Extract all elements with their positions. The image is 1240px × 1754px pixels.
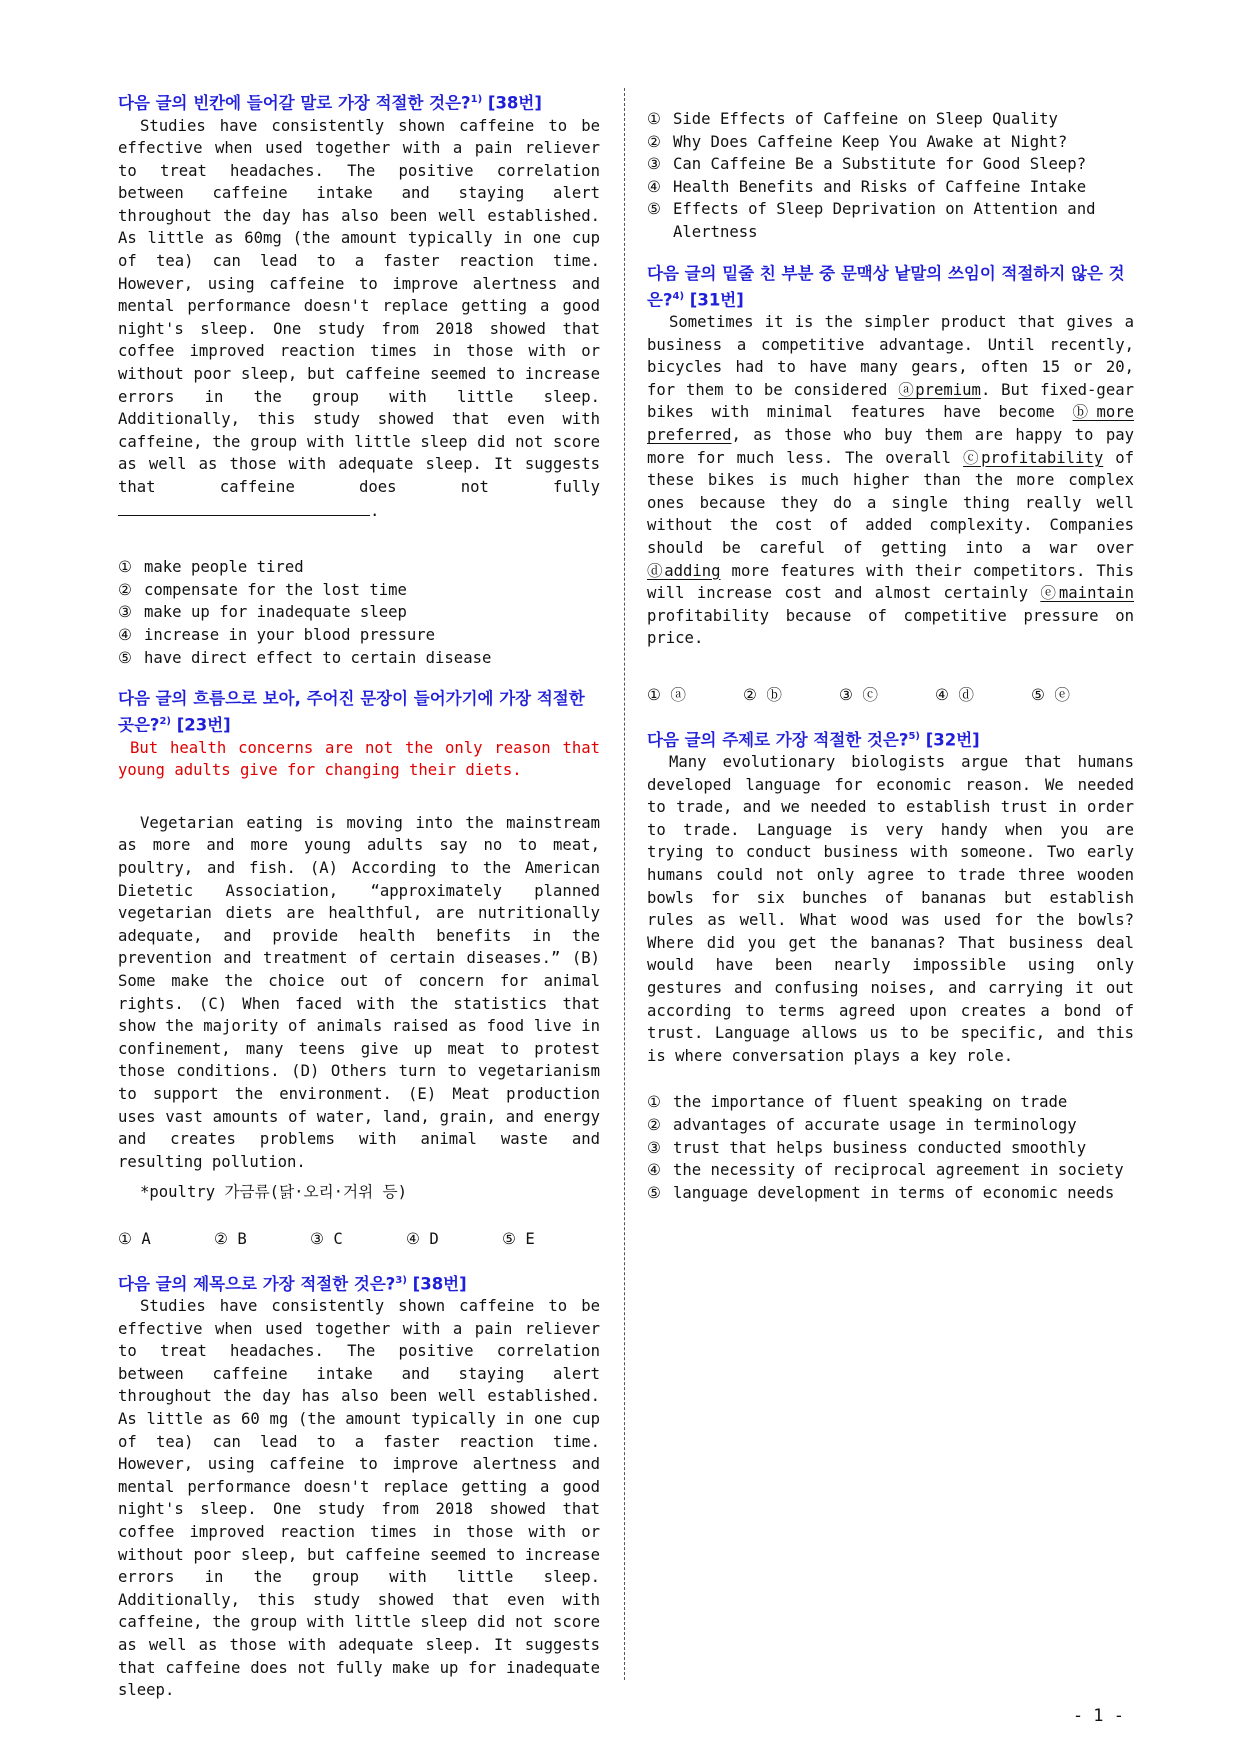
answer-options xyxy=(647,684,1134,707)
option-text: the necessity of reciprocal agreement in society xyxy=(673,1161,1124,1180)
q3-option-4[interactable] xyxy=(647,176,1134,199)
option-number: ① xyxy=(647,1093,661,1112)
question-passage: Sometimes it is the simpler product that gives a business a competitive advantage. Until recently, bicycles had to have many gears, often 15 or 20, for them to be considered ⓐpremium. But fixed-gear bikes with minimal features have become ⓑmore preferred, as those who buy them are happy to pay more for much less. The overall ⓒprofitability of these bikes is much higher than the more complex ones because they do a single thing really well without the cost of added complexity. Companies should be careful of getting into a war over ⓓadding more features with their competitors. This will increase cost and almost certainly ⓔmaintain profitability because of competitive pressure on price. xyxy=(647,313,1135,648)
question-title: 다음 글의 빈칸에 들어갈 말로 가장 적절한 것은?$^{1)}$ [38번] xyxy=(118,93,542,113)
option-number: ② xyxy=(647,1115,661,1134)
answer-blank xyxy=(118,499,370,516)
option-number: ⑤ xyxy=(647,200,661,219)
q1-option-3[interactable] xyxy=(118,601,600,624)
q5-option-2[interactable] xyxy=(647,1114,1134,1137)
question-number: [38번] xyxy=(412,1274,467,1294)
option-text: compensate for the lost time xyxy=(144,580,407,599)
question-3 xyxy=(118,1269,600,1702)
option-text: trust that helps business conducted smoothly xyxy=(673,1138,1087,1157)
answer-options xyxy=(118,556,600,669)
q4-option-4[interactable]: ④ ⓓ xyxy=(935,685,974,704)
q2-option-2[interactable]: ② B xyxy=(214,1229,247,1248)
q2-option-1[interactable]: ① A xyxy=(118,1229,151,1248)
question-1 xyxy=(118,88,600,669)
q1-option-5[interactable] xyxy=(118,647,600,670)
option-number: ④ xyxy=(647,1161,661,1180)
option-text: make people tired xyxy=(144,558,304,577)
option-text: Effects of Sleep Deprivation on Attention and Alertness xyxy=(673,200,1096,241)
option-number: ④ xyxy=(118,625,132,644)
question-number: [32번] xyxy=(925,730,980,750)
q3-option-3[interactable] xyxy=(647,153,1134,176)
question-number: [31번] xyxy=(689,290,744,310)
underlined-word-e: ⓔmaintain xyxy=(1040,584,1135,603)
question-5 xyxy=(647,725,1134,1205)
q1-option-4[interactable] xyxy=(118,624,600,647)
question-title: 다음 글의 제목으로 가장 적절한 것은?$^{3)}$ [38번] xyxy=(118,1274,467,1294)
option-number: ① xyxy=(647,110,661,128)
question-number: [23번] xyxy=(176,715,231,735)
q1-option-2[interactable] xyxy=(118,579,600,602)
page-number: - 1 - xyxy=(1072,1706,1124,1726)
option-text: Side Effects of Caffeine on Sleep Quality xyxy=(673,110,1058,128)
option-text: the importance of fluent speaking on trade xyxy=(673,1093,1068,1112)
q3-option-2[interactable] xyxy=(647,131,1134,154)
option-number: ② xyxy=(118,580,132,599)
q4-option-2[interactable]: ② ⓑ xyxy=(743,685,782,704)
question-4 xyxy=(647,262,1134,707)
q5-option-3[interactable] xyxy=(647,1137,1134,1160)
question-title: 다음 글의 밑줄 친 부분 중 문맥상 낱말의 쓰임이 적절하지 않은 것은?$^{4)}$ [31번] xyxy=(647,263,1125,310)
option-number: ② xyxy=(647,132,661,151)
answer-options xyxy=(118,1228,600,1251)
option-number: ⑤ xyxy=(647,1183,661,1202)
q4-option-3[interactable]: ③ ⓒ xyxy=(839,685,878,704)
option-text: Health Benefits and Risks of Caffeine Intake xyxy=(673,177,1087,196)
underlined-word-c: ⓒprofitability xyxy=(962,448,1104,467)
option-text: advantages of accurate usage in terminology xyxy=(673,1115,1077,1134)
option-number: ③ xyxy=(647,155,661,174)
option-text: make up for inadequate sleep xyxy=(144,603,407,622)
option-number: ③ xyxy=(118,603,132,622)
option-number: ④ xyxy=(647,177,661,196)
q2-option-4[interactable]: ④ D xyxy=(406,1229,439,1248)
q4-option-5[interactable]: ⑤ ⓔ xyxy=(1031,685,1070,704)
option-text: Why Does Caffeine Keep You Awake at Night? xyxy=(673,132,1068,151)
question-passage: Vegetarian eating is moving into the mainstream as more and more young adults say no to meat, poultry, and fish. (A) According to the American Dietetic Association, “approximately planned vegetarian diets are healthful, are nutritionally adequate, and provide health benefits in the prevention and treatment of certain diseases.” (B) Some make the choice out of concern for animal rights. (C) When faced with the statistics that show the majority of animals raised as food live in confinement, many teens give up meat to protest those conditions. (D) Others turn to vegetarianism to support the environment. (E) Meat production uses vast amounts of water, land, grain, and energy and creates problems with animal waste and resulting pollution. xyxy=(118,813,600,1171)
right-column xyxy=(647,108,1134,1204)
vocabulary-note: *poultry 가금류(닭·오리·거위 등) xyxy=(140,1183,408,1202)
underlined-word-a: ⓐpremium xyxy=(898,380,981,399)
page-footer xyxy=(0,1706,1240,1726)
question-passage: Many evolutionary biologists argue that humans developed language for economic reason. We needed to trade, and we needed to establish trust in order to trade. Language is very handy when you are trying to conduct business with someone. Two early humans could not only agree to trade three wooden bowls for six bunches of bananas but establish rules as well. What wood was used for the bowls? Where did you get the bananas? That business deal would have been nearly impossible using only gestures and confusing noises, and carrying it out according to terms agreed upon creates a bond of trust. Language allows us to be specific, and this is where conversation plays a key role. xyxy=(647,753,1134,1065)
q5-option-5[interactable] xyxy=(647,1182,1134,1205)
option-number: ① xyxy=(118,558,132,577)
option-text: Can Caffeine Be a Substitute for Good Sleep? xyxy=(673,155,1087,174)
option-text: language development in terms of economic needs xyxy=(673,1183,1115,1202)
q3-option-1[interactable] xyxy=(647,108,1134,131)
question-title: 다음 글의 흐름으로 보아, 주어진 문장이 들어가기에 가장 적절한 곳은?$^{2)}$ [23번] xyxy=(118,689,585,735)
q3-option-5[interactable] xyxy=(647,198,1134,243)
option-text: increase in your blood pressure xyxy=(144,625,436,644)
column-divider xyxy=(624,88,625,1680)
q1-option-1[interactable] xyxy=(118,556,600,579)
option-number: ③ xyxy=(647,1138,661,1157)
option-text: have direct effect to certain disease xyxy=(144,648,492,667)
q2-option-3[interactable]: ③ C xyxy=(310,1229,343,1248)
question-passage: Studies have consistently shown caffeine to be effective when used together with a pain reliever to treat headaches. The positive correlation between caffeine intake and staying alert throughout the day has also been well established. As little as 60mg (the amount typically in one cup of tea) can lead to a faster reaction time. However, using caffeine to improve alertness and mental performance doesn't replace getting a good night's sleep. One study from 2018 showed that coffee improved reaction times in those with or without poor sleep, but caffeine seemed to increase errors in the group with little sleep. Additionally, this study showed that even with caffeine, the group with little sleep did not score as well as those with adequate sleep. It suggests that caffeine does not fully . xyxy=(118,116,600,520)
q5-option-4[interactable] xyxy=(647,1159,1134,1182)
underlined-word-b: ⓑmore preferred xyxy=(647,403,1134,445)
q2-option-5[interactable]: ⑤ E xyxy=(502,1229,535,1248)
question-passage: Studies have consistently shown caffeine to be effective when used together with a pain reliever to treat headaches. The positive correlation between caffeine intake and staying alert throughout the day has also been well established. As little as 60 mg (the amount typically in one cup of tea) can lead to a faster reaction time. However, using caffeine to improve alertness and mental performance doesn't replace getting a good night's sleep. One study from 2018 showed that coffee improved reaction times in those with or without poor sleep, but caffeine seemed to increase errors in the group with little sleep. Additionally, this study showed that even with caffeine, the group with little sleep did not score as well as those with adequate sleep. It suggests that caffeine does not fully make up for inadequate sleep. xyxy=(118,1297,600,1700)
question-title: 다음 글의 주제로 가장 적절한 것은?$^{5)}$ [32번] xyxy=(647,730,980,750)
question-3-answer-options xyxy=(647,108,1134,244)
given-sentence: But health concerns are not the only reason that young adults give for changing their diets. xyxy=(118,738,600,780)
left-column xyxy=(118,88,600,1702)
question-number: [38번] xyxy=(487,93,542,113)
question-2 xyxy=(118,687,600,1250)
underlined-word-d: ⓓadding xyxy=(647,561,721,580)
q5-option-1[interactable] xyxy=(647,1091,1134,1114)
option-number: ⑤ xyxy=(118,648,132,667)
q4-option-1[interactable]: ① ⓐ xyxy=(647,685,686,704)
answer-options xyxy=(647,1091,1134,1204)
